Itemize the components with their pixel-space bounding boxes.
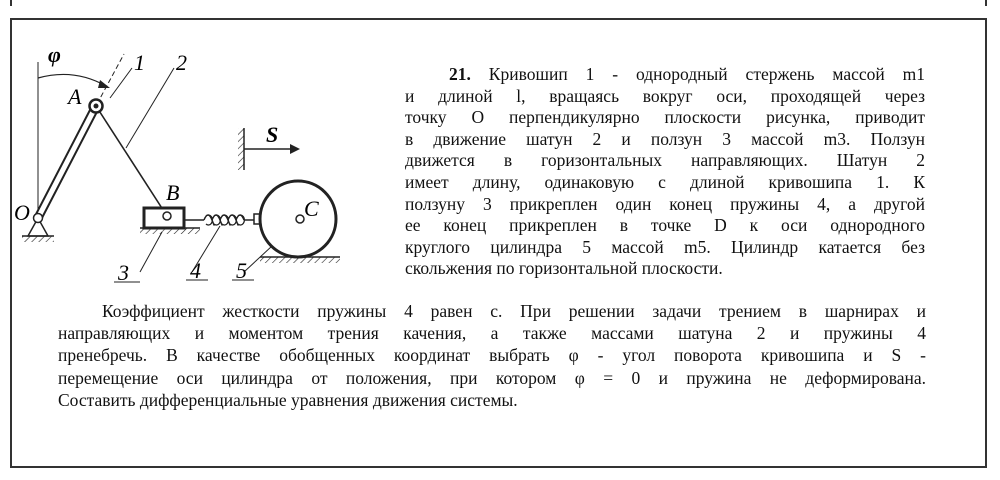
leader-1 [110,68,132,98]
spring-coil [204,215,244,225]
problem-line-1 [405,64,925,86]
problem-line-3: точку О перпендикулярно плоскости рисунка, приводит [405,107,925,128]
frame-right-border [985,18,987,468]
frame-left-top-tick [10,0,12,6]
frame-bottom-border [10,466,987,468]
continuation-line-5: Составить дифференциальные уравнения движения системы. [58,389,518,410]
label-c: C [304,196,319,221]
problem-statement [405,64,925,280]
label-a: A [68,84,82,109]
crank-rod-inner [38,106,96,218]
mechanism-diagram [14,40,344,290]
joint-o [34,214,43,223]
joint-b [163,212,171,220]
problem-line-10: скольжения по горизонтальной плоскости. [405,258,723,279]
s-arrowhead [290,144,300,154]
continuation-line-1: Коэффициент жесткости пружины 4 равен c. При решении задачи трением в шарнирах и [102,301,926,321]
problem-line-7: ползуну 3 прикреплен один конец пружины 4, а другой [405,193,925,214]
joint-c [296,215,304,223]
connecting-rod [96,106,167,216]
cylinder-ground-hatch [260,257,340,263]
frame-top-border [10,18,987,20]
problem-continuation [58,300,926,411]
label-o: O [14,200,30,225]
problem-line-5: движется в горизонтальных направляющих. Шатун 2 [405,150,925,171]
joint-a-inner [94,104,99,109]
continuation-line-4: перемещение оси цилиндра от положения, при котором φ = 0 и пружина не деформирована. [58,367,926,388]
label-number-5: 5 [236,258,247,283]
frame-right-top-tick [985,0,987,6]
problem-line-6: имеет длину, одинаковую с длиной кривошипа 1. К [405,171,925,192]
frame-left-border [10,18,12,468]
label-number-3: 3 [118,260,129,285]
problem-line-8: ее конец прикреплен в точке D к оси однородного [405,215,925,236]
continuation-line-3: пренебречь. В качестве обобщенных координат выбрать φ - угол поворота кривошипа и S - [58,345,926,366]
problem-number: 21. [449,64,471,84]
pivot-o-ground-hatch [22,236,54,242]
label-b: B [166,180,180,205]
problem-line-2: и длиной l, вращаясь вокруг оси, проходящей через [405,85,925,106]
label-number-1: 1 [134,50,145,75]
continuation-line-2: направляющих и моментом трения качения, а также массами шатуна 2 и пружины 4 [58,323,926,344]
label-number-4: 4 [190,258,201,283]
label-phi: φ [48,42,61,67]
label-s: S [266,122,279,147]
leader-3 [140,232,162,272]
s-reference-wall-hatch [238,128,244,170]
problem-line-4: в движение шатун 2 и ползун 3 массой m3. Ползун [405,128,925,149]
leader-2 [126,68,174,148]
label-number-2: 2 [176,50,187,75]
problem-line-1-text: Кривошип 1 - однородный стержень массой m1 [488,64,926,84]
problem-line-9: круглого цилиндра 5 массой m5. Цилиндр катается без [405,236,925,257]
phi-arrowhead [98,80,110,88]
